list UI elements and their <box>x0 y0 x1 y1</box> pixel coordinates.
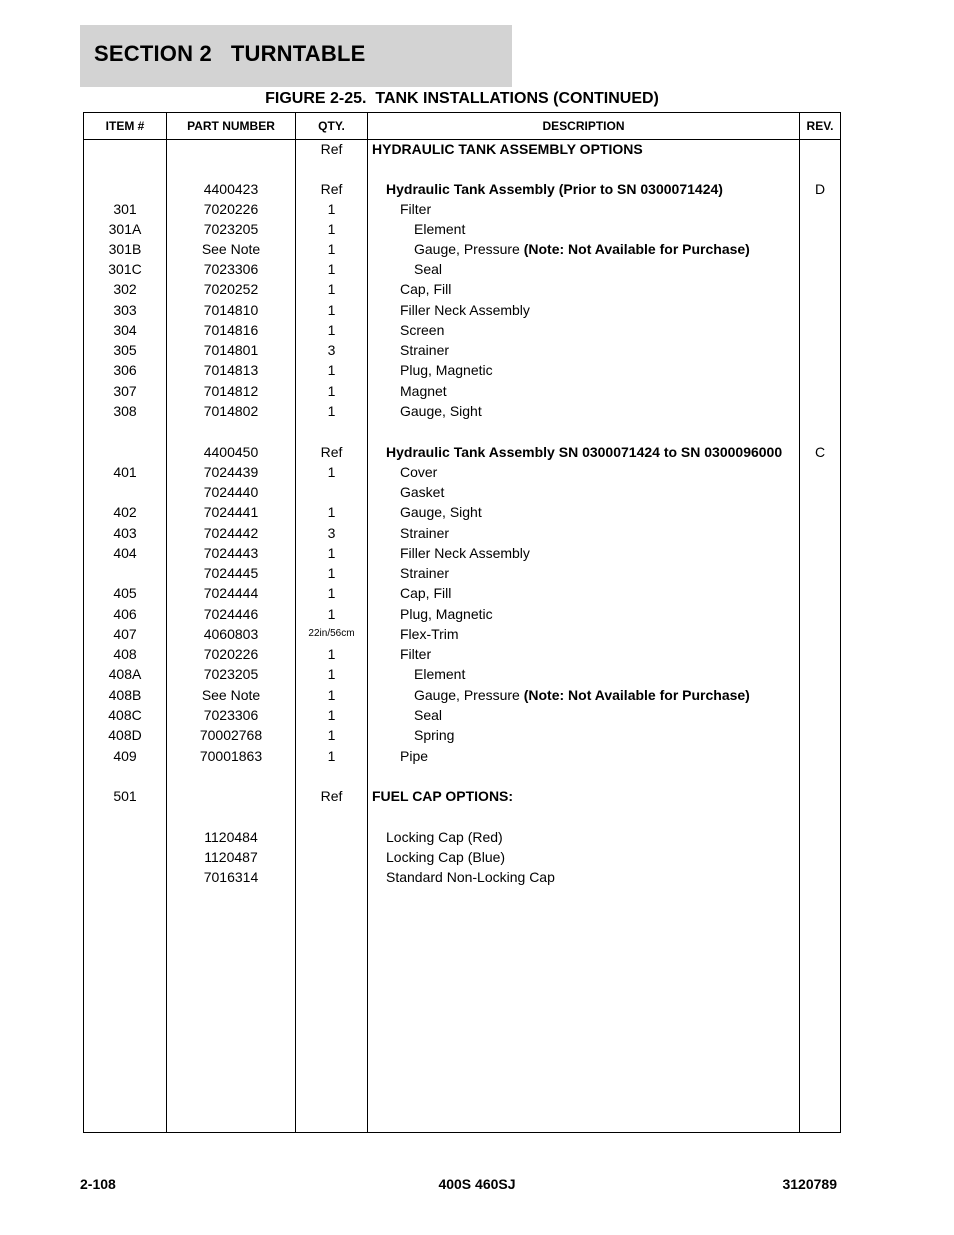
description-note: (Note: Not Available for Purchase) <box>523 687 750 703</box>
item-number-cell: 307 <box>113 383 137 399</box>
item-number-cell: 408A <box>108 666 142 682</box>
description-cell <box>400 482 444 502</box>
part-number-cell: 4400423 <box>203 181 259 197</box>
description-cell <box>400 381 447 401</box>
qty-cell: Ref <box>320 181 343 197</box>
description-cell <box>414 685 750 705</box>
header-description: DESCRIPTION <box>542 119 625 133</box>
qty-cell: 3 <box>327 525 336 541</box>
description-text: Pipe <box>400 748 429 764</box>
part-number-cell: 7024443 <box>203 545 259 561</box>
description-text: Element <box>414 221 466 237</box>
part-number-cell: 7024441 <box>203 504 259 520</box>
description-cell <box>414 705 442 725</box>
description-cell <box>400 502 482 522</box>
item-number-cell: 408 <box>113 646 137 662</box>
qty-cell: 1 <box>327 383 336 399</box>
description-text: Spring <box>414 727 455 743</box>
description-cell <box>400 543 530 563</box>
part-number-cell: 7014812 <box>203 383 259 399</box>
description-text: Screen <box>400 322 445 338</box>
part-number-cell: 7024445 <box>203 565 259 581</box>
description-text: Gauge, Pressure <box>414 241 520 257</box>
qty-cell: 1 <box>327 403 336 419</box>
description-text: Locking Cap (Red) <box>386 829 503 845</box>
description-cell <box>400 746 428 766</box>
description-text: Filter <box>400 201 432 217</box>
part-number-cell: 7023205 <box>203 666 259 682</box>
qty-cell: 1 <box>327 606 336 622</box>
description-text: Filter <box>400 646 432 662</box>
description-cell <box>372 786 513 806</box>
header-part-number: PART NUMBER <box>187 119 275 133</box>
parts-table <box>83 112 841 1133</box>
description-text: HYDRAULIC TANK ASSEMBLY OPTIONS <box>372 141 643 157</box>
section-banner <box>80 25 512 87</box>
item-number-cell: 408D <box>108 727 142 743</box>
description-cell <box>400 462 437 482</box>
description-cell <box>400 644 431 664</box>
header-rev: REV. <box>806 119 834 133</box>
description-text: Strainer <box>400 565 450 581</box>
part-number-cell: 1120487 <box>204 849 258 865</box>
qty-cell: 1 <box>327 727 336 743</box>
item-number-cell: 403 <box>113 525 137 541</box>
item-number-cell: 406 <box>113 606 137 622</box>
part-number-cell: See Note <box>201 687 261 703</box>
description-cell <box>386 827 503 847</box>
description-cell <box>414 725 454 745</box>
part-number-cell: See Note <box>201 241 261 257</box>
qty-cell: Ref <box>320 141 343 157</box>
item-number-cell: 501 <box>113 788 137 804</box>
description-cell <box>400 401 482 421</box>
description-text: Gauge, Pressure <box>414 687 520 703</box>
model-number: 400S 460SJ <box>438 1176 516 1192</box>
section-title: SECTION 2 TURNTABLE <box>94 41 366 66</box>
column-divider <box>799 113 800 1132</box>
item-number-cell: 404 <box>113 545 137 561</box>
qty-cell: 3 <box>327 342 336 358</box>
part-number-cell: 4400450 <box>203 444 259 460</box>
part-number-cell: 1120484 <box>204 829 258 845</box>
description-note: (Note: Not Available for Purchase) <box>523 241 750 257</box>
item-number-cell: 306 <box>113 362 137 378</box>
description-text: Gasket <box>400 484 445 500</box>
description-text: Cover <box>400 464 438 480</box>
item-number-cell: 301C <box>108 261 142 277</box>
description-text: Gauge, Sight <box>400 403 482 419</box>
description-text: Locking Cap (Blue) <box>386 849 506 865</box>
description-cell <box>400 360 493 380</box>
item-number-cell: 305 <box>113 342 137 358</box>
part-number-cell: 7020226 <box>203 201 259 217</box>
qty-cell: 1 <box>327 504 336 520</box>
qty-cell: 1 <box>327 707 336 723</box>
header-item: ITEM # <box>105 119 145 133</box>
qty-cell: 1 <box>327 261 336 277</box>
part-number-cell: 7024439 <box>203 464 259 480</box>
description-cell <box>400 320 444 340</box>
item-number-cell: 408C <box>108 707 142 723</box>
description-cell <box>400 199 431 219</box>
description-text: FUEL CAP OPTIONS: <box>372 788 514 804</box>
description-cell <box>372 139 643 159</box>
item-number-cell: 409 <box>113 748 137 764</box>
description-text: Magnet <box>400 383 447 399</box>
description-text: Element <box>414 666 466 682</box>
qty-cell: 1 <box>327 221 336 237</box>
description-cell <box>414 239 750 259</box>
description-cell <box>400 340 449 360</box>
description-cell <box>414 219 465 239</box>
qty-cell: 1 <box>327 545 336 561</box>
qty-cell: Ref <box>320 444 343 460</box>
description-text: Gauge, Sight <box>400 504 482 520</box>
item-number-cell: 405 <box>113 585 137 601</box>
part-number-cell: 7023306 <box>203 707 259 723</box>
qty-cell: Ref <box>320 788 343 804</box>
part-number-cell: 7014816 <box>203 322 259 338</box>
item-number-cell: 308 <box>113 403 137 419</box>
item-number-cell: 304 <box>113 322 137 338</box>
qty-cell: 1 <box>327 585 336 601</box>
qty-cell: 1 <box>327 646 336 662</box>
description-cell <box>386 442 782 462</box>
description-text: Filler Neck Assembly <box>400 545 530 561</box>
part-number-cell: 7024440 <box>203 484 259 500</box>
description-text: Hydraulic Tank Assembly (Prior to SN 0300071424) <box>386 181 723 197</box>
description-text: Cap, Fill <box>400 585 452 601</box>
description-cell <box>400 583 451 603</box>
doc-number: 3120789 <box>782 1176 837 1192</box>
qty-cell: 1 <box>327 687 336 703</box>
qty-cell: 1 <box>327 322 336 338</box>
description-text: Seal <box>414 707 443 723</box>
description-cell <box>400 523 449 543</box>
part-number-cell: 7023306 <box>203 261 259 277</box>
description-cell <box>386 179 723 199</box>
item-number-cell: 301B <box>108 241 142 257</box>
description-text: Flex-Trim <box>400 626 459 642</box>
header-qty: QTY. <box>318 119 345 133</box>
description-cell <box>400 604 493 624</box>
rev-cell: C <box>814 444 826 460</box>
qty-cell: 1 <box>327 362 336 378</box>
part-number-cell: 7014813 <box>203 362 259 378</box>
part-number-cell: 7024446 <box>203 606 259 622</box>
description-text: Cap, Fill <box>400 281 452 297</box>
qty-cell: 1 <box>327 201 336 217</box>
description-cell <box>386 847 505 867</box>
description-cell <box>414 259 442 279</box>
part-number-cell: 7023205 <box>203 221 259 237</box>
part-number-cell: 7024442 <box>203 525 259 541</box>
part-number-cell: 7020226 <box>203 646 259 662</box>
description-text: Plug, Magnetic <box>400 606 493 622</box>
figure-title: FIGURE 2-25. TANK INSTALLATIONS (CONTINUED) <box>265 90 659 107</box>
item-number-cell: 301A <box>108 221 142 237</box>
part-number-cell: 7014801 <box>203 342 259 358</box>
description-cell <box>414 664 465 684</box>
column-divider <box>367 113 368 1132</box>
item-number-cell: 407 <box>113 626 137 642</box>
description-cell <box>400 300 530 320</box>
qty-cell: 1 <box>327 302 336 318</box>
item-number-cell: 302 <box>113 281 137 297</box>
description-cell <box>400 624 459 644</box>
description-text: Strainer <box>400 342 450 358</box>
description-text: Filler Neck Assembly <box>400 302 530 318</box>
description-cell <box>386 867 555 887</box>
description-text: Strainer <box>400 525 450 541</box>
part-number-cell: 7020252 <box>203 281 259 297</box>
description-cell <box>400 563 449 583</box>
qty-cell: 1 <box>327 281 336 297</box>
part-number-cell: 70002768 <box>199 727 263 743</box>
description-cell <box>400 279 451 299</box>
qty-cell: 22in/56cm <box>308 628 355 639</box>
item-number-cell: 402 <box>113 504 137 520</box>
description-text: Plug, Magnetic <box>400 362 493 378</box>
part-number-cell: 7014810 <box>203 302 259 318</box>
qty-cell: 1 <box>327 748 336 764</box>
rev-cell: D <box>814 181 826 197</box>
description-text: Seal <box>414 261 443 277</box>
part-number-cell: 4060803 <box>203 626 259 642</box>
page-number: 2-108 <box>80 1176 116 1192</box>
description-text: Hydraulic Tank Assembly SN 0300071424 to SN 0300096000 <box>386 444 783 460</box>
part-number-cell: 7016314 <box>203 869 259 885</box>
part-number-cell: 7014802 <box>203 403 259 419</box>
qty-cell: 1 <box>327 464 336 480</box>
part-number-cell: 7024444 <box>203 585 259 601</box>
qty-cell: 1 <box>327 565 336 581</box>
qty-cell: 1 <box>327 241 336 257</box>
description-text: Standard Non-Locking Cap <box>386 869 555 885</box>
item-number-cell: 303 <box>113 302 137 318</box>
item-number-cell: 301 <box>113 201 137 217</box>
item-number-cell: 401 <box>113 464 137 480</box>
part-number-cell: 70001863 <box>199 748 263 764</box>
item-number-cell: 408B <box>108 687 142 703</box>
qty-cell: 1 <box>327 666 336 682</box>
